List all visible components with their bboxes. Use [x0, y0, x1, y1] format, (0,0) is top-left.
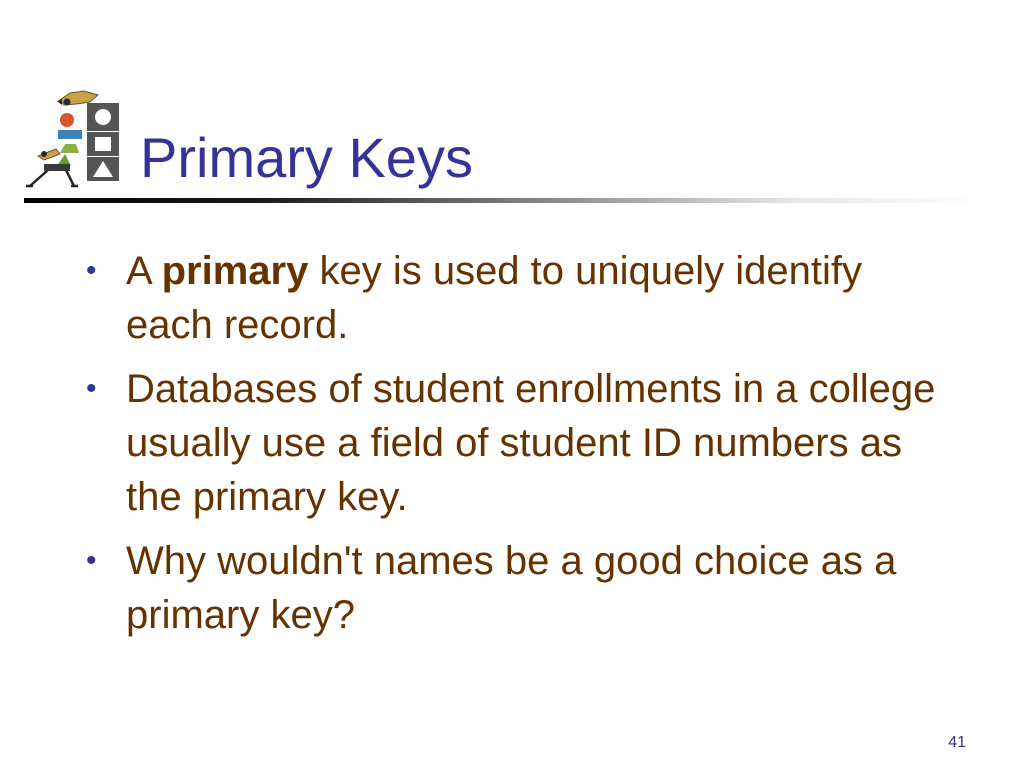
bullet-marker: •	[86, 254, 97, 287]
bullet-item-2	[86, 362, 956, 524]
shapes-figure-icon	[24, 86, 124, 190]
bullet-marker: •	[86, 372, 97, 405]
bullet-text	[126, 249, 862, 347]
bullet-item-3	[86, 534, 956, 642]
bullet-list	[86, 244, 956, 652]
bullet-text-before: A	[126, 249, 162, 293]
bullet-text-bold: primary	[161, 249, 309, 293]
title-divider	[24, 198, 984, 203]
slide-title: Primary Keys	[140, 126, 473, 189]
bullet-text: Databases of student enrollments in a college usually use a field of student ID numbers as the primary key.	[126, 367, 936, 519]
bullet-text-after: key is used to uniquely identify each record.	[126, 249, 862, 347]
bullet-text: Why wouldn't names be a good choice as a primary key?	[126, 539, 897, 637]
page-number: 41	[948, 734, 966, 751]
bullet-marker: •	[86, 544, 97, 577]
bullet-item-1	[86, 244, 956, 352]
